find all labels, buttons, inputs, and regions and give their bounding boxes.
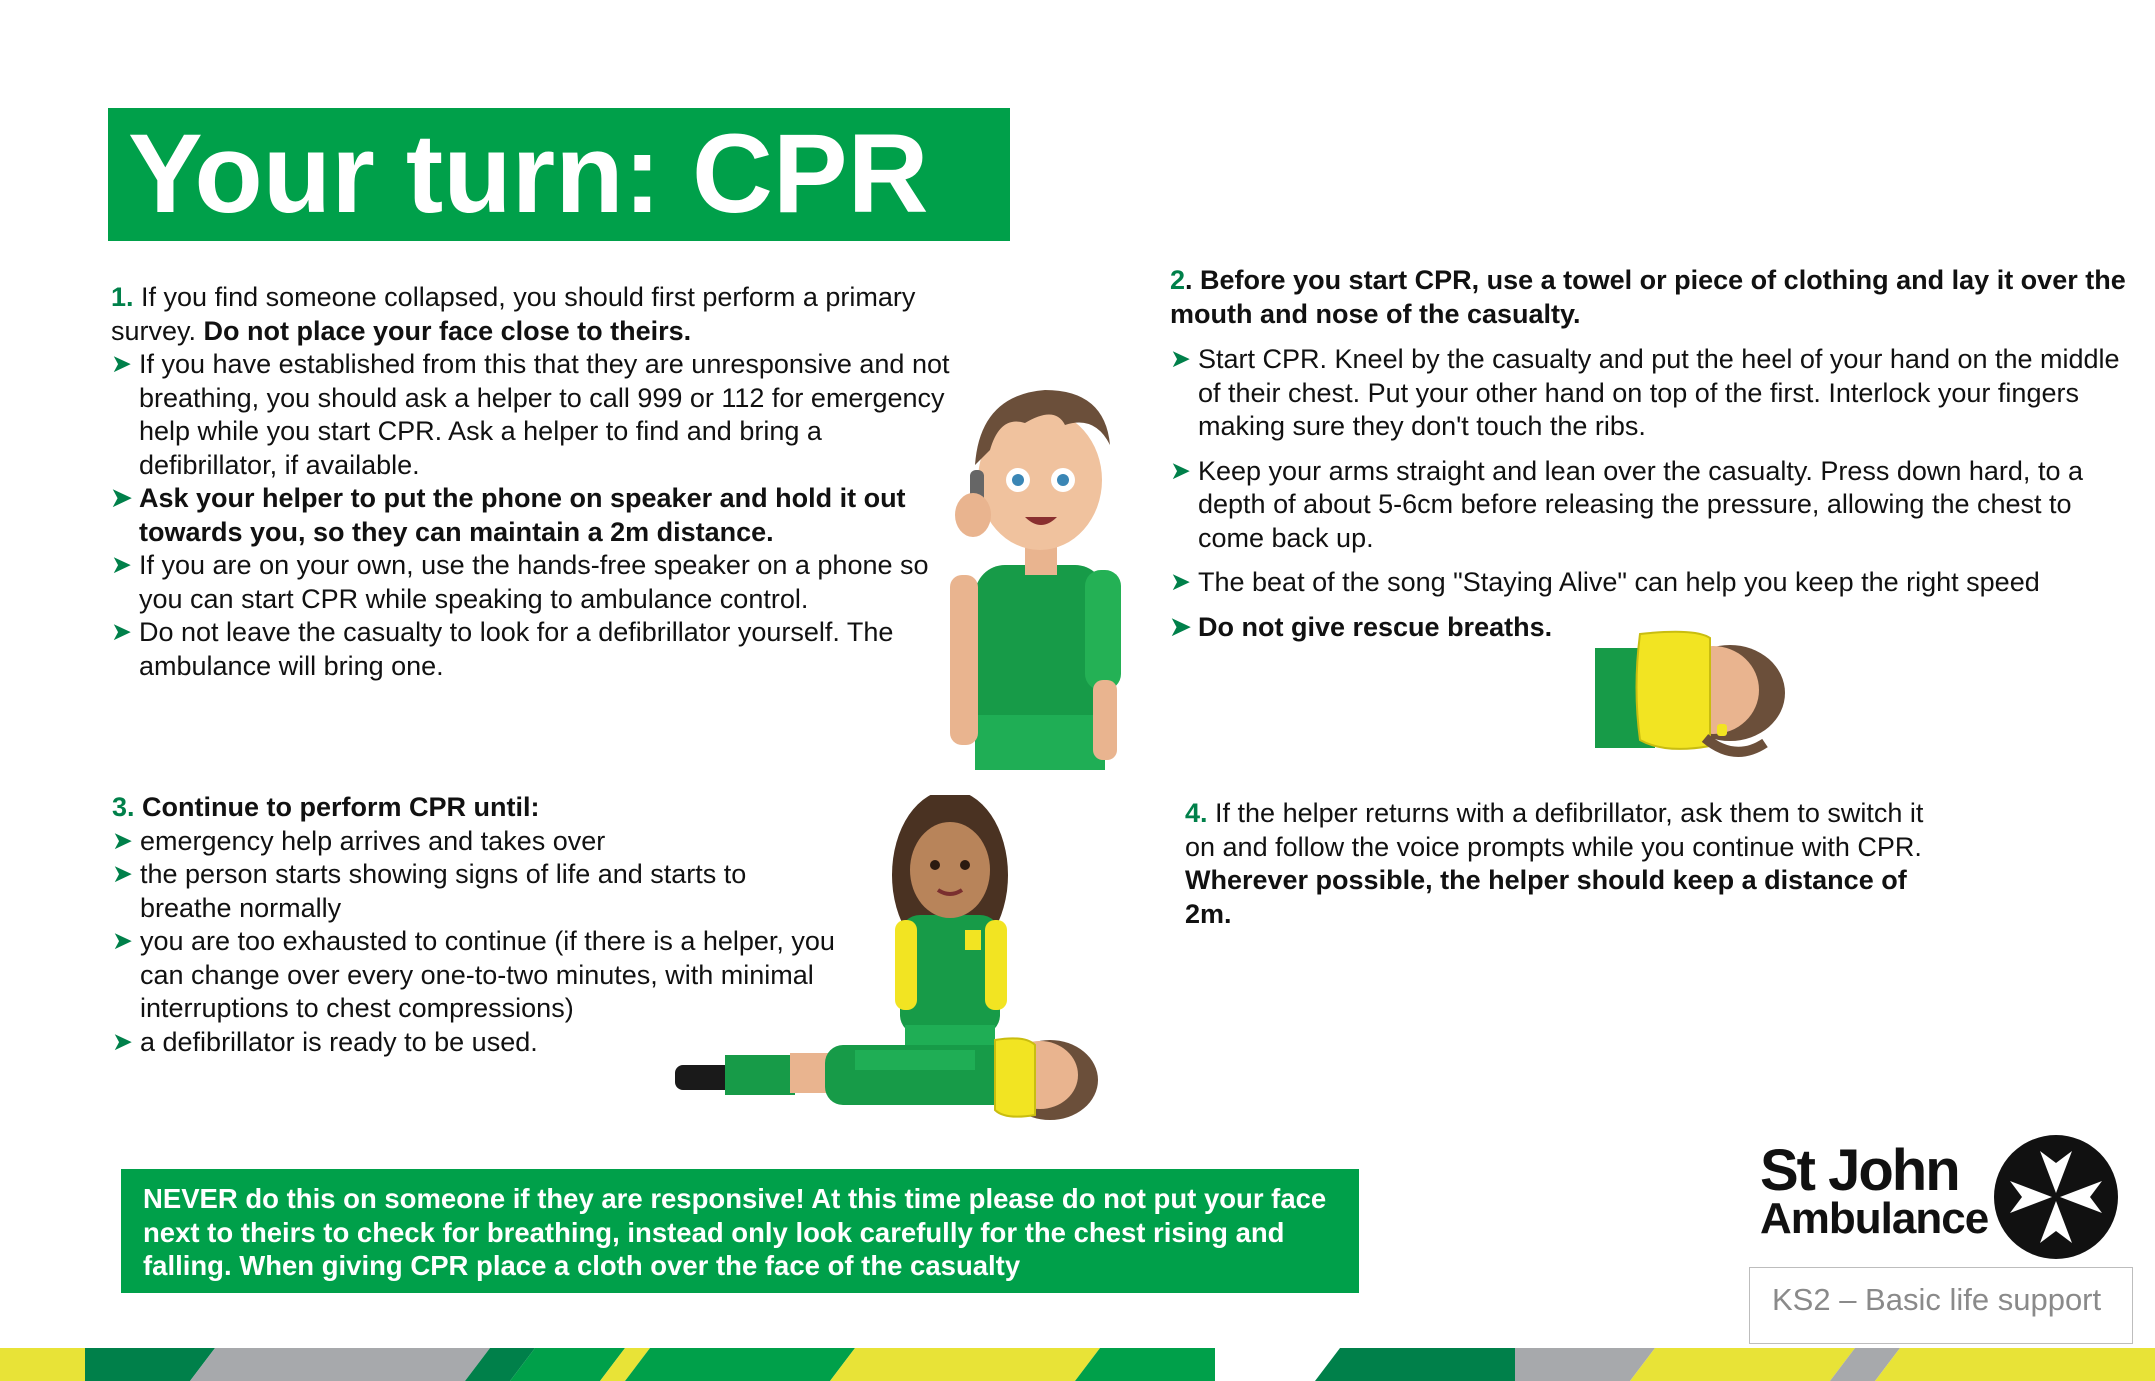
step-4-number: 4. bbox=[1185, 798, 1208, 828]
arrow-bullet-icon: ➤ bbox=[111, 551, 132, 579]
footer-label: KS2 – Basic life support bbox=[1772, 1282, 2102, 1317]
casualty-face-cloth-illustration bbox=[1595, 628, 1795, 758]
step-1 bbox=[111, 281, 981, 683]
step-1-intro-bold: Do not place your face close to theirs. bbox=[203, 315, 692, 346]
list-item: ➤ a defibrillator is ready to be used. bbox=[112, 1026, 872, 1060]
step-1-intro bbox=[111, 281, 981, 348]
step-4 bbox=[1185, 797, 1945, 931]
arrow-bullet-icon: ➤ bbox=[112, 860, 133, 888]
step-4-bold: Wherever possible, the helper should keep a distance of 2m. bbox=[1185, 865, 1907, 929]
child-on-phone-illustration bbox=[945, 385, 1135, 770]
list-item: ➤ the person starts showing signs of life and starts to breathe normally bbox=[112, 859, 747, 923]
footer-label-box bbox=[1749, 1267, 2133, 1344]
list-item: ➤ Do not give rescue breaths. bbox=[1170, 611, 2130, 645]
arrow-bullet-icon: ➤ bbox=[112, 1027, 133, 1056]
list-item: ➤ If you have established from this that they are unresponsive and not breathing, you should ask a helper to call 999 or 112 for emergency help while you start CPR. Ask a helper to find and bring a defibrillator, if available. bbox=[111, 349, 950, 480]
maltese-cross-icon bbox=[1992, 1133, 2120, 1261]
step-2 bbox=[1170, 264, 2130, 655]
list-item: ➤ Ask your helper to put the phone on speaker and hold it out towards you, so they can maintain a 2m distance. bbox=[111, 483, 906, 547]
arrow-bullet-icon: ➤ bbox=[111, 484, 132, 512]
step-1-number: 1. bbox=[111, 282, 134, 312]
list-item: ➤ Do not leave the casualty to look for a defibrillator yourself. The ambulance will bring one. bbox=[111, 617, 894, 681]
list-item: ➤ Start CPR. Kneel by the casualty and put the heel of your hand on the middle of their chest. Put your other hand on top of the first. Interlock your fingers making sure they don't touch the ribs. bbox=[1170, 344, 2120, 441]
cpr-demonstration-illustration bbox=[655, 795, 1105, 1145]
step-3-heading: 3. Continue to perform CPR until: bbox=[112, 792, 540, 822]
list-item: ➤ you are too exhausted to continue (if there is a helper, you can change over every one-to-two minutes, with minimal interruptions to chest compressions) bbox=[112, 926, 835, 1023]
list-item: ➤ If you are on your own, use the hands-free speaker on a phone so you can start CPR while speaking to ambulance control. bbox=[111, 550, 929, 614]
list-item: ➤ emergency help arrives and takes over bbox=[112, 825, 872, 859]
st-john-ambulance-logo bbox=[1760, 1133, 2120, 1263]
arrow-bullet-icon: ➤ bbox=[112, 826, 133, 855]
arrow-bullet-icon: ➤ bbox=[112, 927, 133, 955]
list-item: ➤ Keep your arms straight and lean over the casualty. Press down hard, to a depth of about 5-6cm before releasing the pressure, allowing the chest to come back up. bbox=[1170, 455, 2083, 553]
warning-text: NEVER do this on someone if they are responsive! At this time please do not put your face next to theirs to check for breathing, instead only look carefully for the chest rising and falling. When giving CPR place a cloth over the face of the casualty bbox=[143, 1183, 1327, 1281]
title-banner bbox=[108, 108, 1010, 241]
step-2-heading: 2. Before you start CPR, use a towel or piece of clothing and lay it over the mouth and nose of the casualty. bbox=[1170, 265, 2126, 329]
arrow-bullet-icon: ➤ bbox=[111, 350, 132, 378]
list-item: ➤ The beat of the song "Staying Alive" can help you keep the right speed bbox=[1170, 566, 2130, 600]
logo-line-2: Ambulance bbox=[1760, 1194, 1989, 1243]
arrow-bullet-icon: ➤ bbox=[1170, 612, 1191, 641]
step-1-intro-text: If you find someone collapsed, you should first perform a primary survey. bbox=[111, 282, 916, 346]
arrow-bullet-icon: ➤ bbox=[1170, 456, 1191, 485]
logo-wordmark bbox=[1760, 1138, 1989, 1243]
logo-line-1: St John bbox=[1760, 1138, 1959, 1203]
step-4-text: 4. If the helper returns with a defibrillator, ask them to switch it on and follow the voice prompts while you continue with CPR. bbox=[1185, 798, 1924, 862]
warning-banner bbox=[121, 1169, 1359, 1293]
page-title: Your turn: CPR bbox=[128, 111, 929, 236]
arrow-bullet-icon: ➤ bbox=[1170, 568, 1191, 596]
step-2-number: 2 bbox=[1170, 265, 1186, 295]
step-1-list bbox=[111, 348, 981, 683]
step-3-number: 3. bbox=[112, 792, 135, 822]
arrow-bullet-icon: ➤ bbox=[1170, 345, 1191, 373]
step-2-list bbox=[1170, 343, 2130, 644]
arrow-bullet-icon: ➤ bbox=[111, 618, 132, 646]
decorative-stripe bbox=[0, 1348, 2155, 1381]
